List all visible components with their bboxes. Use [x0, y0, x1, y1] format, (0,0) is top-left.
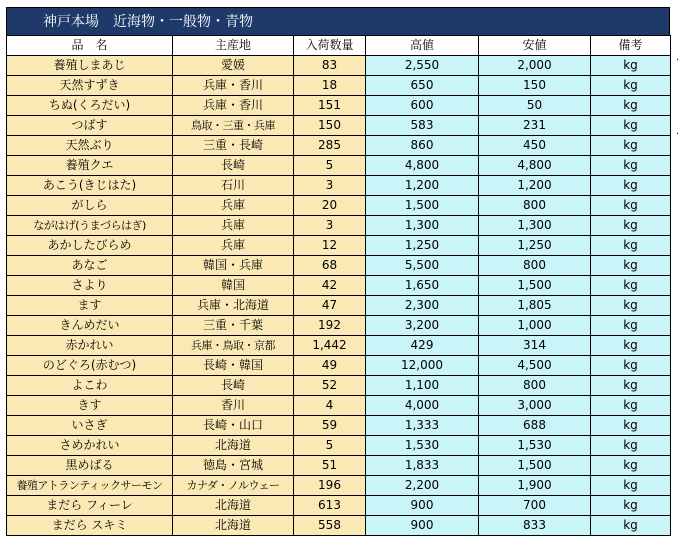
item-name-cell: のどぐろ(赤むつ) — [7, 356, 173, 376]
origin-cell: 兵庫・香川 — [173, 96, 294, 116]
quantity-cell: 12 — [294, 236, 366, 256]
header-origin: 主産地 — [173, 36, 294, 56]
item-name-cell: 赤かれい — [7, 336, 173, 356]
item-name-cell: さめかれい — [7, 436, 173, 456]
quantity-cell: 613 — [294, 496, 366, 516]
quantity-cell: 20 — [294, 196, 366, 216]
origin-cell: 長崎 — [173, 376, 294, 396]
high-price-cell: 5,500 — [366, 256, 479, 276]
unit-cell: kg — [591, 396, 671, 416]
header-note: 備考 — [591, 36, 671, 56]
quantity-cell: 196 — [294, 476, 366, 496]
unit-cell: kg — [591, 216, 671, 236]
origin-cell: 兵庫 — [173, 216, 294, 236]
unit-cell: kg — [591, 136, 671, 156]
quantity-cell: 51 — [294, 456, 366, 476]
item-name-cell: ちぬ(くろだい) — [7, 96, 173, 116]
low-price-cell: 2,000 — [479, 56, 591, 76]
low-price-cell: 3,000 — [479, 396, 591, 416]
high-price-cell: 583 — [366, 116, 479, 136]
table-row — [7, 156, 671, 176]
quantity-cell: 3 — [294, 176, 366, 196]
origin-cell: 香川 — [173, 396, 294, 416]
low-price-cell: 1,000 — [479, 316, 591, 336]
quantity-cell: 1,442 — [294, 336, 366, 356]
header-name: 品 名 — [7, 36, 173, 56]
origin-cell: 兵庫・鳥取・京都 — [173, 336, 294, 356]
table-row — [7, 396, 671, 416]
unit-cell: kg — [591, 456, 671, 476]
low-price-cell: 4,800 — [479, 156, 591, 176]
quantity-cell: 59 — [294, 416, 366, 436]
item-name-cell: きんめだい — [7, 316, 173, 336]
quantity-cell: 52 — [294, 376, 366, 396]
item-name-cell: 養殖アトランティックサーモン — [7, 476, 173, 496]
item-name-cell: まだら スキミ — [7, 516, 173, 536]
quantity-cell: 47 — [294, 296, 366, 316]
low-price-cell: 800 — [479, 196, 591, 216]
high-price-cell: 1,500 — [366, 196, 479, 216]
item-name-cell: まだら フィーレ — [7, 496, 173, 516]
origin-cell: 長崎・韓国 — [173, 356, 294, 376]
low-price-cell: 1,250 — [479, 236, 591, 256]
origin-cell: 北海道 — [173, 436, 294, 456]
low-price-cell: 800 — [479, 256, 591, 276]
header-row — [7, 36, 671, 56]
price-sheet — [6, 7, 670, 536]
table-body — [7, 56, 671, 536]
high-price-cell: 1,650 — [366, 276, 479, 296]
item-name-cell: きす — [7, 396, 173, 416]
unit-cell: kg — [591, 376, 671, 396]
low-price-cell: 1,500 — [479, 456, 591, 476]
quantity-cell: 42 — [294, 276, 366, 296]
table-row — [7, 136, 671, 156]
table-row — [7, 516, 671, 536]
high-price-cell: 1,100 — [366, 376, 479, 396]
table-row — [7, 376, 671, 396]
table-row — [7, 256, 671, 276]
item-name-cell: ながはげ(うまづらはぎ) — [7, 216, 173, 236]
high-price-cell: 650 — [366, 76, 479, 96]
unit-cell: kg — [591, 296, 671, 316]
item-name-cell: よこわ — [7, 376, 173, 396]
unit-cell: kg — [591, 176, 671, 196]
origin-cell: 韓国・兵庫 — [173, 256, 294, 276]
high-price-cell: 860 — [366, 136, 479, 156]
quantity-cell: 18 — [294, 76, 366, 96]
table-row — [7, 236, 671, 256]
table-row — [7, 176, 671, 196]
low-price-cell: 1,500 — [479, 276, 591, 296]
unit-cell: kg — [591, 356, 671, 376]
low-price-cell: 1,805 — [479, 296, 591, 316]
table-row — [7, 456, 671, 476]
low-price-cell: 688 — [479, 416, 591, 436]
high-price-cell: 1,250 — [366, 236, 479, 256]
item-name-cell: 天然すずき — [7, 76, 173, 96]
origin-cell: 石川 — [173, 176, 294, 196]
origin-cell: 北海道 — [173, 516, 294, 536]
quantity-cell: 5 — [294, 156, 366, 176]
edge-mark: . — [676, 52, 680, 63]
origin-cell: 兵庫・北海道 — [173, 296, 294, 316]
high-price-cell: 1,333 — [366, 416, 479, 436]
origin-cell: 北海道 — [173, 496, 294, 516]
origin-cell: 愛媛 — [173, 56, 294, 76]
low-price-cell: 700 — [479, 496, 591, 516]
high-price-cell: 3,200 — [366, 316, 479, 336]
item-name-cell: がしら — [7, 196, 173, 216]
high-price-cell: 1,833 — [366, 456, 479, 476]
low-price-cell: 1,200 — [479, 176, 591, 196]
sheet-title: 神戸本場 近海物・一般物・青物 — [6, 7, 670, 35]
unit-cell: kg — [591, 236, 671, 256]
table-row — [7, 336, 671, 356]
item-name-cell: さより — [7, 276, 173, 296]
origin-cell: 三重・長崎 — [173, 136, 294, 156]
table-row — [7, 316, 671, 336]
origin-cell: カナダ・ノルウェー — [173, 476, 294, 496]
high-price-cell: 2,300 — [366, 296, 479, 316]
item-name-cell: あかしたびらめ — [7, 236, 173, 256]
low-price-cell: 50 — [479, 96, 591, 116]
table-row — [7, 416, 671, 436]
item-name-cell: あこう(きじはた) — [7, 176, 173, 196]
price-table — [6, 35, 671, 536]
quantity-cell: 3 — [294, 216, 366, 236]
low-price-cell: 450 — [479, 136, 591, 156]
quantity-cell: 5 — [294, 436, 366, 456]
unit-cell: kg — [591, 156, 671, 176]
high-price-cell: 1,200 — [366, 176, 479, 196]
header-quantity: 入荷数量 — [294, 36, 366, 56]
low-price-cell: 800 — [479, 376, 591, 396]
low-price-cell: 4,500 — [479, 356, 591, 376]
origin-cell: 長崎 — [173, 156, 294, 176]
high-price-cell: 12,000 — [366, 356, 479, 376]
low-price-cell: 314 — [479, 336, 591, 356]
table-row — [7, 116, 671, 136]
unit-cell: kg — [591, 436, 671, 456]
table-row — [7, 96, 671, 116]
unit-cell: kg — [591, 256, 671, 276]
table-row — [7, 276, 671, 296]
unit-cell: kg — [591, 276, 671, 296]
table-row — [7, 356, 671, 376]
unit-cell: kg — [591, 196, 671, 216]
item-name-cell: 養殖クエ — [7, 156, 173, 176]
item-name-cell: ます — [7, 296, 173, 316]
origin-cell: 兵庫・香川 — [173, 76, 294, 96]
unit-cell: kg — [591, 316, 671, 336]
table-row — [7, 76, 671, 96]
quantity-cell: 68 — [294, 256, 366, 276]
table-row — [7, 56, 671, 76]
quantity-cell: 150 — [294, 116, 366, 136]
item-name-cell: 天然ぶり — [7, 136, 173, 156]
quantity-cell: 151 — [294, 96, 366, 116]
unit-cell: kg — [591, 416, 671, 436]
origin-cell: 兵庫 — [173, 236, 294, 256]
unit-cell: kg — [591, 516, 671, 536]
quantity-cell: 83 — [294, 56, 366, 76]
quantity-cell: 49 — [294, 356, 366, 376]
high-price-cell: 429 — [366, 336, 479, 356]
origin-cell: 三重・千葉 — [173, 316, 294, 336]
high-price-cell: 1,530 — [366, 436, 479, 456]
unit-cell: kg — [591, 336, 671, 356]
high-price-cell: 2,200 — [366, 476, 479, 496]
quantity-cell: 285 — [294, 136, 366, 156]
unit-cell: kg — [591, 476, 671, 496]
origin-cell: 長崎・山口 — [173, 416, 294, 436]
origin-cell: 徳島・宮城 — [173, 456, 294, 476]
header-low: 安値 — [479, 36, 591, 56]
high-price-cell: 900 — [366, 516, 479, 536]
quantity-cell: 558 — [294, 516, 366, 536]
low-price-cell: 231 — [479, 116, 591, 136]
high-price-cell: 900 — [366, 496, 479, 516]
quantity-cell: 192 — [294, 316, 366, 336]
high-price-cell: 1,300 — [366, 216, 479, 236]
unit-cell: kg — [591, 496, 671, 516]
item-name-cell: 黒めばる — [7, 456, 173, 476]
edge-mark: . — [676, 126, 680, 137]
table-row — [7, 476, 671, 496]
table-row — [7, 196, 671, 216]
unit-cell: kg — [591, 116, 671, 136]
low-price-cell: 1,530 — [479, 436, 591, 456]
table-row — [7, 296, 671, 316]
unit-cell: kg — [591, 76, 671, 96]
table-row — [7, 496, 671, 516]
origin-cell: 鳥取・三重・兵庫 — [173, 116, 294, 136]
item-name-cell: つばす — [7, 116, 173, 136]
item-name-cell: あなご — [7, 256, 173, 276]
origin-cell: 兵庫 — [173, 196, 294, 216]
header-high: 高値 — [366, 36, 479, 56]
item-name-cell: 養殖しまあじ — [7, 56, 173, 76]
high-price-cell: 2,550 — [366, 56, 479, 76]
unit-cell: kg — [591, 96, 671, 116]
item-name-cell: いさぎ — [7, 416, 173, 436]
origin-cell: 韓国 — [173, 276, 294, 296]
high-price-cell: 600 — [366, 96, 479, 116]
low-price-cell: 833 — [479, 516, 591, 536]
low-price-cell: 150 — [479, 76, 591, 96]
table-row — [7, 436, 671, 456]
high-price-cell: 4,800 — [366, 156, 479, 176]
table-row — [7, 216, 671, 236]
low-price-cell: 1,900 — [479, 476, 591, 496]
low-price-cell: 1,300 — [479, 216, 591, 236]
unit-cell: kg — [591, 56, 671, 76]
high-price-cell: 4,000 — [366, 396, 479, 416]
quantity-cell: 4 — [294, 396, 366, 416]
